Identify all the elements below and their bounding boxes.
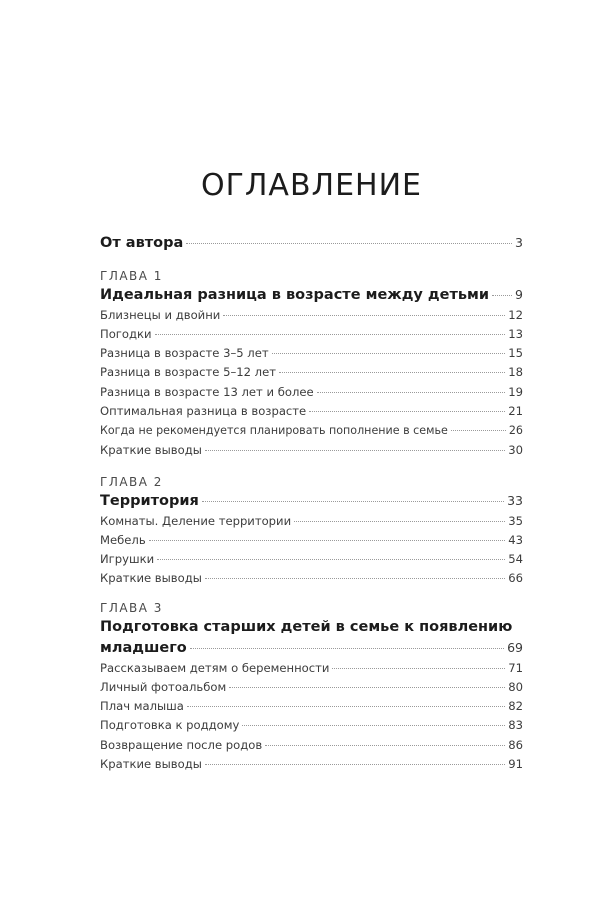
toc-entry-label: младшего <box>100 640 187 656</box>
dot-leader <box>492 295 512 296</box>
toc-page-number: 35 <box>508 514 523 528</box>
toc-section[interactable] <box>100 659 523 677</box>
toc-entry-label: Идеальная разница в возрасте между детьми <box>100 287 490 303</box>
toc-entry-label: Когда не рекомендуется планировать пополнение в семье <box>100 424 448 437</box>
toc-section[interactable] <box>100 325 523 343</box>
toc-entry-label: Краткие выводы <box>100 571 202 585</box>
toc-section[interactable] <box>100 344 523 362</box>
toc-page-number: 91 <box>508 757 523 771</box>
toc-page-number: 12 <box>508 308 523 322</box>
toc-entry-label: От автора <box>100 235 184 251</box>
dot-leader <box>272 353 506 354</box>
dot-leader <box>223 315 505 316</box>
toc-section[interactable] <box>100 363 523 381</box>
toc-page-number: 21 <box>508 404 523 418</box>
toc-section[interactable] <box>100 383 523 401</box>
toc-entry-label: Разница в возрасте 3–5 лет <box>100 346 269 360</box>
toc-page-number: 43 <box>508 533 523 547</box>
dot-leader <box>451 430 506 431</box>
toc-page-number: 66 <box>508 571 523 585</box>
toc-entry-label: Подготовка к роддому <box>100 718 240 732</box>
toc-page-number: 69 <box>507 640 523 655</box>
toc-entry-label: Разница в возрасте 13 лет и более <box>100 385 314 399</box>
toc-chapter-title[interactable] <box>100 491 523 511</box>
dot-leader <box>155 334 506 335</box>
toc-page-number: 71 <box>508 661 523 675</box>
toc-entry-label: Разница в возрасте 5–12 лет <box>100 365 276 379</box>
dot-leader <box>279 372 505 373</box>
toc-page-number: 83 <box>508 718 523 732</box>
dot-leader <box>294 521 505 522</box>
dot-leader <box>265 745 505 746</box>
toc-chapter-title-line1[interactable]: Подготовка старших детей в семье к появлению <box>100 619 513 635</box>
toc-section[interactable] <box>100 716 523 734</box>
toc-page-number: 30 <box>508 443 523 457</box>
toc-entry-label: Краткие выводы <box>100 757 202 771</box>
chapter-label: ГЛАВА 1 <box>100 269 163 283</box>
dot-leader <box>190 648 504 649</box>
dot-leader <box>332 668 505 669</box>
toc-page-number: 15 <box>508 346 523 360</box>
toc-page-number: 13 <box>508 327 523 341</box>
toc-entry-label: Плач малыша <box>100 699 184 713</box>
toc-section[interactable] <box>100 569 523 587</box>
toc-section[interactable] <box>100 422 523 440</box>
dot-leader <box>149 540 506 541</box>
dot-leader <box>187 706 505 707</box>
dot-leader <box>242 725 505 726</box>
dot-leader <box>157 559 505 560</box>
toc-page-number: 18 <box>508 365 523 379</box>
chapter-label: ГЛАВА 2 <box>100 475 163 489</box>
toc-section[interactable] <box>100 697 523 715</box>
dot-leader <box>205 578 505 579</box>
toc-section[interactable] <box>100 550 523 568</box>
toc-section[interactable] <box>100 512 523 530</box>
dot-leader <box>317 392 506 393</box>
toc-entry-label: Оптимальная разница в возрасте <box>100 404 307 418</box>
toc-page-number: 9 <box>515 287 523 302</box>
toc-section[interactable] <box>100 531 523 549</box>
toc-entry-label: Личный фотоальбом <box>100 680 227 694</box>
toc-section[interactable] <box>100 402 523 420</box>
toc-entry-label: Возвращение после родов <box>100 738 263 752</box>
toc-entry-label: Близнецы и двойни <box>100 308 221 322</box>
dot-leader <box>205 764 505 765</box>
toc-section[interactable] <box>100 736 523 754</box>
dot-leader <box>205 450 505 451</box>
toc-chapter-title[interactable] <box>100 638 523 658</box>
toc-entry-label: Мебель <box>100 533 146 547</box>
toc-page-number: 26 <box>508 424 523 437</box>
toc-section[interactable] <box>100 755 523 773</box>
dot-leader <box>202 501 504 502</box>
page-title: ОГЛАВЛЕНИЕ <box>200 168 423 203</box>
toc-entry-label: Территория <box>100 493 199 509</box>
toc-page-number: 80 <box>508 680 523 694</box>
dot-leader <box>186 243 512 244</box>
chapter-label: ГЛАВА 3 <box>100 601 163 615</box>
toc-page-number: 86 <box>508 738 523 752</box>
toc-page-number: 3 <box>515 235 523 250</box>
toc-entry-label: Погодки <box>100 327 152 341</box>
toc-page-number: 54 <box>508 552 523 566</box>
toc-entry-intro[interactable] <box>100 233 523 253</box>
toc-entry-label: Комнаты. Деление территории <box>100 514 292 528</box>
toc-entry-label: Краткие выводы <box>100 443 202 457</box>
dot-leader <box>229 687 505 688</box>
toc-page-number: 82 <box>508 699 523 713</box>
toc-section[interactable] <box>100 678 523 696</box>
toc-section[interactable] <box>100 306 523 324</box>
toc-entry-label: Игрушки <box>100 552 155 566</box>
toc-page-number: 33 <box>507 493 523 508</box>
toc-page-number: 19 <box>508 385 523 399</box>
toc-entry-label: Рассказываем детям о беременности <box>100 661 330 675</box>
toc-chapter-title[interactable] <box>100 285 523 305</box>
dot-leader <box>309 411 505 412</box>
toc-section[interactable] <box>100 441 523 459</box>
